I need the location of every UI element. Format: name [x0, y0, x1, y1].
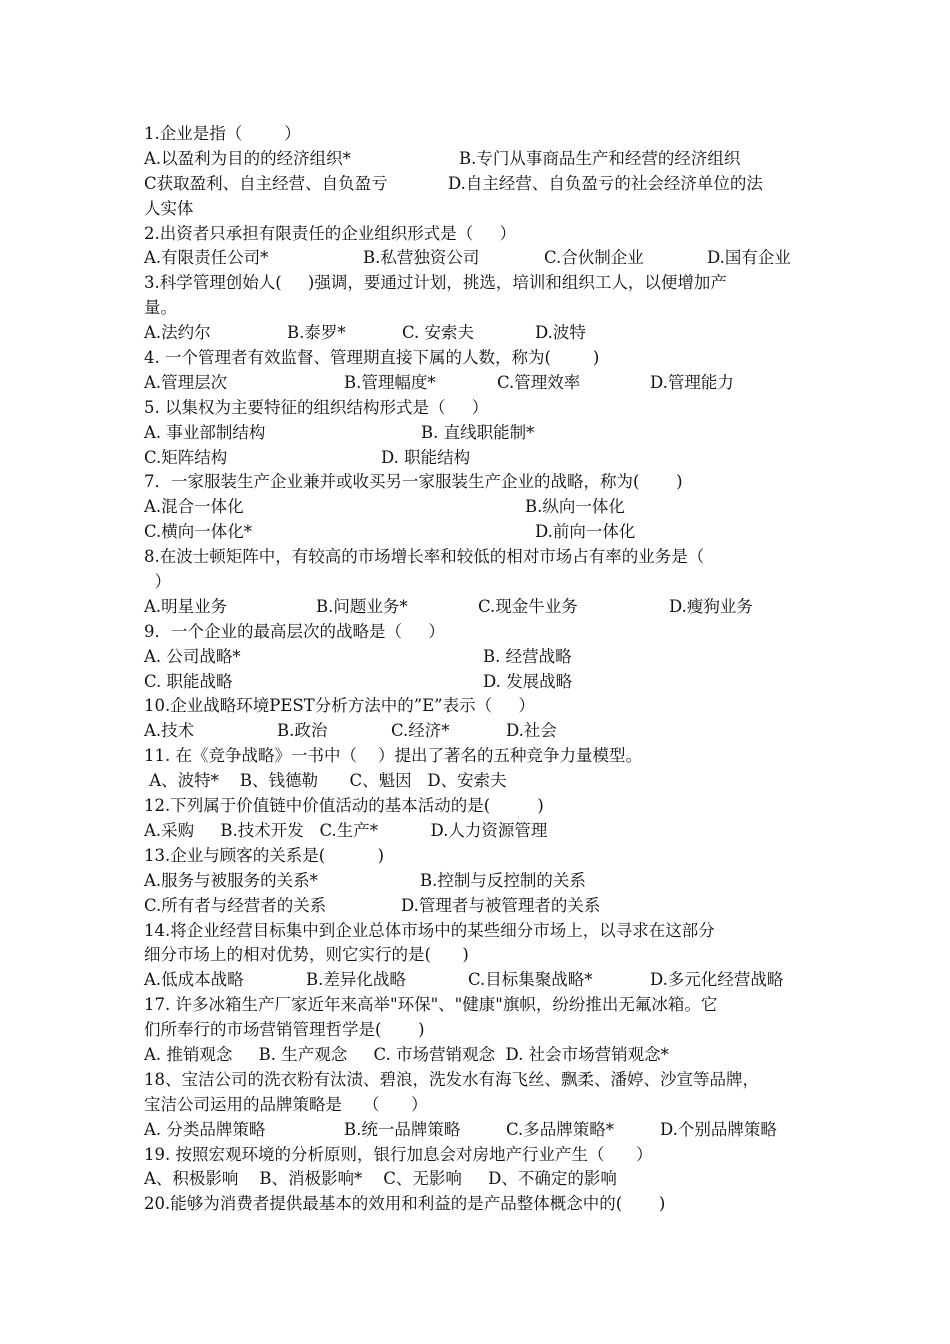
question-3-option-c: C. 安索夫 — [402, 323, 475, 343]
question-11-stem: 11. 在《竞争战略》一书中（ ）提出了著名的五种竞争力量模型。 — [144, 746, 642, 766]
question-9-options-row-1 — [144, 645, 824, 670]
question-8-option-a: A.明星业务 — [144, 596, 228, 616]
question-14-option-c: C.目标集聚战略* — [468, 970, 593, 990]
question-8-stem-continued: ） — [144, 572, 171, 592]
question-3-option-d: D.波特 — [535, 323, 586, 343]
question-1-option-a: A.以盈利为目的的经济组织* — [144, 148, 351, 168]
question-18-options — [144, 1118, 824, 1143]
question-9-stem: 9．一个企业的最高层次的战略是（ ） — [144, 621, 445, 641]
question-17-stem-continued: 们所奉行的市场营销管理哲学是( ) — [144, 1020, 425, 1040]
question-10-option-a: A.技术 — [144, 721, 195, 741]
question-10-option-b: B.政治 — [277, 721, 328, 741]
question-3-stem: 3.科学管理创始人( )强调，要通过计划，挑选，培训和组织工人，以便增加产 — [144, 273, 727, 293]
question-7-options-row-1 — [144, 495, 824, 520]
question-18-stem-continued: 宝洁公司运用的品牌策略是 （ ） — [144, 1094, 428, 1114]
question-7-option-d: D.前向一体化 — [535, 522, 636, 542]
question-13-option-c: C.所有者与经营者的关系 — [144, 895, 327, 915]
question-17-options: A. 推销观念 B. 生产观念 C. 市场营销观念 D. 社会市场营销观念* — [144, 1044, 669, 1064]
question-2-option-c: C.合伙制企业 — [544, 248, 644, 268]
question-12-stem: 12.下列属于价值链中价值活动的基本活动的是( ) — [144, 796, 544, 816]
question-2-stem: 2.出资者只承担有限责任的企业组织形式是（ ） — [144, 223, 516, 243]
question-5-options-row-1 — [144, 421, 824, 446]
question-4-option-a: A.管理层次 — [144, 372, 228, 392]
question-19-options: A、积极影响 B、消极影响* C、无影响 D、不确定的影响 — [144, 1169, 617, 1189]
question-13-option-d: D.管理者与被管理者的关系 — [401, 895, 601, 915]
question-1-option-c: C获取盈利、自主经营、自负盈亏 — [144, 173, 388, 193]
question-3-options — [144, 321, 824, 346]
question-3-option-b: B.泰罗* — [287, 323, 346, 343]
question-8-option-b: B.问题业务* — [316, 596, 408, 616]
question-13-options-row-1 — [144, 869, 824, 894]
question-13-option-b: B.控制与反控制的关系 — [420, 870, 586, 890]
question-7-options-row-2 — [144, 520, 824, 545]
question-5-option-a: A. 事业部制结构 — [144, 422, 266, 442]
question-14-option-a: A.低成本战略 — [144, 970, 244, 990]
question-18-option-a: A. 分类品牌策略 — [144, 1119, 266, 1139]
question-9-option-b: B. 经营战略 — [483, 646, 572, 666]
question-14-option-b: B.差异化战略 — [306, 970, 406, 990]
question-14-stem: 14.将企业经营目标集中到企业总体市场中的某些细分市场上，以寻求在这部分 — [144, 920, 715, 940]
question-9-option-d: D. 发展战略 — [483, 671, 573, 691]
question-5-stem: 5. 以集权为主要特征的组织结构形式是（ ） — [144, 397, 489, 417]
question-2-option-d: D.国有企业 — [707, 248, 791, 268]
question-1-option-b: B.专门从事商品生产和经营的经济组织 — [459, 148, 741, 168]
question-10-option-d: D.社会 — [506, 721, 557, 741]
question-10-option-c: C.经济* — [391, 721, 450, 741]
question-19-stem: 19. 按照宏观环境的分析原则，银行加息会对房地产行业产生（ ） — [144, 1144, 653, 1164]
question-5-option-b: B. 直线职能制* — [421, 422, 535, 442]
question-1-option-d-continued: 人实体 — [144, 198, 194, 218]
question-8-stem: 8.在波士顿矩阵中，有较高的市场增长率和较低的相对市场占有率的业务是（ — [144, 547, 705, 567]
question-1-options-row-1 — [144, 147, 824, 172]
question-10-options — [144, 719, 824, 744]
question-5-option-d: D. 职能结构 — [381, 447, 471, 467]
question-18-option-c: C.多品牌策略* — [506, 1119, 615, 1139]
question-5-option-c: C.矩阵结构 — [144, 447, 228, 467]
question-17-stem: 17. 许多冰箱生产厂家近年来高举"环保"、"健康"旗帜，纷纷推出无氟冰箱。它 — [144, 995, 718, 1015]
question-9-option-c: C. 职能战略 — [144, 671, 233, 691]
question-12-options: A.采购 B.技术开发 C.生产* D.人力资源管理 — [144, 820, 548, 840]
question-7-option-c: C.横向一体化* — [144, 522, 253, 542]
question-7-stem: 7．一家服装生产企业兼并或收买另一家服装生产企业的战略，称为( ) — [144, 472, 683, 492]
question-4-option-b: B.管理幅度* — [344, 372, 436, 392]
question-7-option-b: B.纵向一体化 — [525, 497, 625, 517]
question-14-options — [144, 968, 824, 993]
question-4-options — [144, 371, 824, 396]
question-10-stem: 10.企业战略环境PEST分析方法中的”E”表示（ ） — [144, 696, 535, 716]
question-7-option-a: A.混合一体化 — [144, 497, 244, 517]
question-8-option-c: C.现金牛业务 — [478, 596, 578, 616]
question-9-option-a: A. 公司战略* — [144, 646, 241, 666]
question-14-stem-continued: 细分市场上的相对优势，则它实行的是( ) — [144, 945, 469, 965]
question-3-stem-continued: 量。 — [144, 298, 177, 318]
question-8-options — [144, 595, 824, 620]
question-2-options — [144, 246, 824, 271]
question-2-option-b: B.私营独资公司 — [363, 248, 480, 268]
question-4-option-c: C.管理效率 — [497, 372, 581, 392]
question-8-option-d: D.瘦狗业务 — [669, 596, 753, 616]
question-13-options-row-2 — [144, 894, 824, 919]
question-1-stem: 1.企业是指（ ） — [144, 124, 301, 143]
question-14-option-d: D.多元化经营战略 — [650, 970, 784, 990]
question-2-option-a: A.有限责任公司* — [144, 248, 269, 268]
question-1-options-row-2 — [144, 172, 824, 197]
question-20-stem: 20.能够为消费者提供最基本的效用和利益的是产品整体概念中的( ) — [144, 1194, 666, 1214]
question-5-options-row-2 — [144, 446, 824, 471]
question-4-option-d: D.管理能力 — [650, 372, 734, 392]
question-18-option-d: D.个别品牌策略 — [660, 1119, 777, 1139]
question-4-stem: 4. 一个管理者有效监督、管理期直接下属的人数，称为( ) — [144, 348, 600, 368]
question-9-options-row-2 — [144, 670, 824, 695]
question-1-option-d: D.自主经营、自负盈亏的社会经济单位的法 — [448, 173, 763, 193]
question-sheet — [144, 122, 824, 1217]
question-18-option-b: B.统一品牌策略 — [344, 1119, 461, 1139]
question-13-option-a: A.服务与被服务的关系* — [144, 870, 318, 890]
question-13-stem: 13.企业与顾客的关系是( ) — [144, 845, 385, 865]
question-3-option-a: A.法约尔 — [144, 323, 211, 343]
question-18-stem: 18、宝洁公司的洗衣粉有汰渍、碧浪，洗发水有海飞丝、飘柔、潘婷、沙宣等品牌， — [144, 1069, 759, 1089]
question-11-options: A、波特* B、钱德勒 C、魁因 D、安索夫 — [144, 771, 507, 791]
